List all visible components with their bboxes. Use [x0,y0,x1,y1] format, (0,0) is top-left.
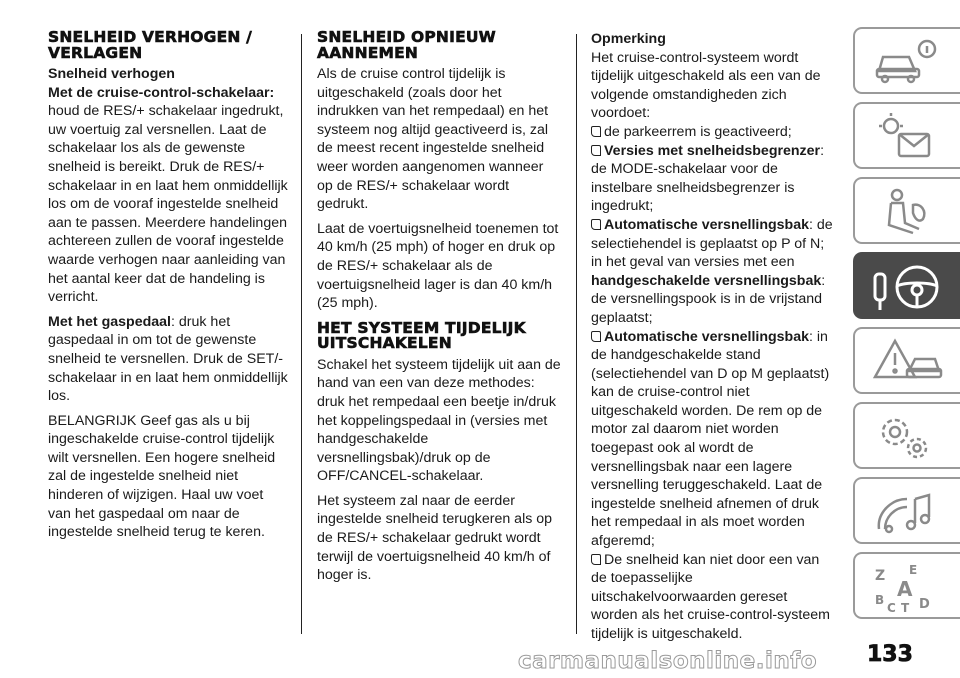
bullet-1-text: de parkeerrem is geactiveerd; [604,123,792,140]
paragraph-switch [48,84,288,307]
bullet-icon [591,126,601,137]
multimedia-icon [869,485,949,539]
page-number: 133 [867,642,913,667]
note-bullet-4 [591,328,837,551]
bullet-2-label: Versies met snelheidsbegrenzer [604,142,821,159]
column-divider-2 [576,34,577,634]
emergency-triangle-icon [869,335,949,389]
tab-starting-driving[interactable] [853,252,960,319]
column-divider-1 [301,34,302,634]
note-bullet-1 [591,123,837,142]
bullet-3-text-1: : de selectiehendel is geplaatst op P of N; in het geval van versies met een [591,216,833,271]
paragraph-resume-1: Als de cruise control tijdelijk is uitgeschakeld (zoals door het indrukken van het rempedaal) en het systeem nog altijd geactiveerd is, zal de meest recent ingestelde snelheid weer worden aangenomen wanneer op de RES/+ schakelaar wordt gedrukt. [317,66,549,213]
svg-text:E: E [909,563,918,577]
text-accelerator: : druk het gaspedaal in om tot de gewenste snelheid te versnellen. Druk de SET/- schakelaar in en laat hem onmiddellijk los. [48,313,288,405]
bullet-icon [591,219,601,230]
svg-text:D: D [919,597,930,612]
watermark: carmanualsonline.info [518,648,818,674]
column-1 [48,30,288,548]
tab-warning-lights[interactable] [853,102,960,169]
label-accelerator: Met het gaspedaal [48,313,171,330]
svg-text:A: A [897,577,913,601]
tab-maintenance[interactable] [853,402,960,469]
tab-car-info[interactable] [853,27,960,94]
note-bullet-2 [591,142,837,216]
label-switch: Met de cruise-control-schakelaar: [48,84,275,101]
paragraph-disable-2: Het systeem zal naar de eerder ingestelde snelheid terugkeren als op de RES/+ schakelaar gedrukt wordt terwijl de voertuigsnelheid 40 km/h of hoger is. [317,492,553,584]
car-info-icon [869,35,949,89]
note-bullet-5 [591,551,837,644]
bullet-icon [591,331,601,342]
note-intro: Het cruise-control-systeem wordt tijdelijk uitgeschakeld als een van de volgende omstandigheden zich voordoet: [591,49,821,122]
bullet-4-label: Automatische versnellingsbak [604,328,809,345]
svg-text:B: B [875,593,885,607]
tab-emergency[interactable] [853,327,960,394]
bullet-3-text-2: : de versnellingspook is in de vrijstand geplaatst; [591,272,826,326]
bullet-5-text: De snelheid kan niet door een van de toepasselijke uitschakelvoorwaarden gereset worden als het cruise-control-systeem tijdelijk is uitgeschakeld. [591,551,830,642]
warning-lights-icon [869,110,949,164]
paragraph-disable-1: Schakel het systeem tijdelijk uit aan de hand van een van deze methodes: druk het rempedaal een beetje in/druk het koppelingspedaal in (versies met handgeschakelde versnellingsbak)/druk op de OFF/CANCEL-schakelaar. [317,356,561,485]
paragraph-accelerator [48,313,288,406]
bullet-3-label-2: handgeschakelde versnellingsbak [591,272,822,289]
svg-text:Z: Z [875,568,886,584]
subheading-speed-increase: Snelheid verhogen [48,66,175,82]
tab-seat-safety[interactable] [853,177,960,244]
note-heading: Opmerking [591,31,666,47]
bullet-icon [591,145,601,156]
index-letters-icon [869,560,949,614]
key-steering-wheel-icon [869,260,949,314]
maintenance-gears-icon [869,410,949,464]
svg-text:T: T [901,601,910,614]
column-3 [591,30,837,644]
bullet-3-label: Automatische versnellingsbak [604,216,809,233]
tab-index[interactable] [853,552,960,619]
bullet-icon [591,554,601,565]
text-switch: houd de RES/+ schakelaar ingedrukt, uw voertuig zal versnellen. Laat de schakelaar los als de gewenste snelheid is bereikt. Druk de RES/+ schakelaar in en laat hem onmiddellijk los om de vooraf ingestelde snelheid aan te passen. Meerdere handelingen achtereen zullen de vooraf ingestelde waarde verhogen naar aanleiding van het aantal keer dat de handeling is verricht. [48,103,288,306]
chapter-tabs [853,27,960,627]
note-bullet-3 [591,216,837,328]
seat-safety-icon [869,185,949,239]
bullet-4-text: : in de handgeschakelde stand (selectiehendel van D op M geplaatst) kan de cruise-control niet uitgeschakeld worden. De rem op de motor zal daarom niet worden toegepast ook al wordt de versnellingsbak naar een lagere versnelling teruggeschakeld. Laat de ingestelde snelheid afnemen of druk het rempedaal in als moet worden afgeremd; [591,328,830,550]
section-heading-speed: SNELHEID VERHOGEN / VERLAGEN [48,28,252,62]
bullet-2-text: : de MODE-schakelaar voor de instelbare snelheidsbegrenzer is ingedrukt; [591,142,825,215]
svg-text:C: C [887,601,896,614]
section-heading-disable: HET SYSTEEM TIJDELIJK UITSCHAKELEN [317,318,526,353]
paragraph-important: BELANGRIJK Geef gas als u bij ingeschakelde cruise-control tijdelijk wilt versnellen. Een hogere snelheid zal de ingestelde snelheid niet hinderen of wijzigen. Haal uw voet van het gaspedaal om naar de ingestelde snelheid terug te keren. [48,412,276,541]
section-heading-resume: SNELHEID OPNIEUW AANNEMEN [317,28,496,62]
paragraph-resume-2: Laat de voertuigsnelheid toenemen tot 40 km/h (25 mph) of hoger en druk op de RES/+ schakelaar als de voertuigsnelheid lager is dan 40 km/h (25 mph). [317,220,559,312]
column-2 [317,30,563,591]
tab-multimedia[interactable] [853,477,960,544]
